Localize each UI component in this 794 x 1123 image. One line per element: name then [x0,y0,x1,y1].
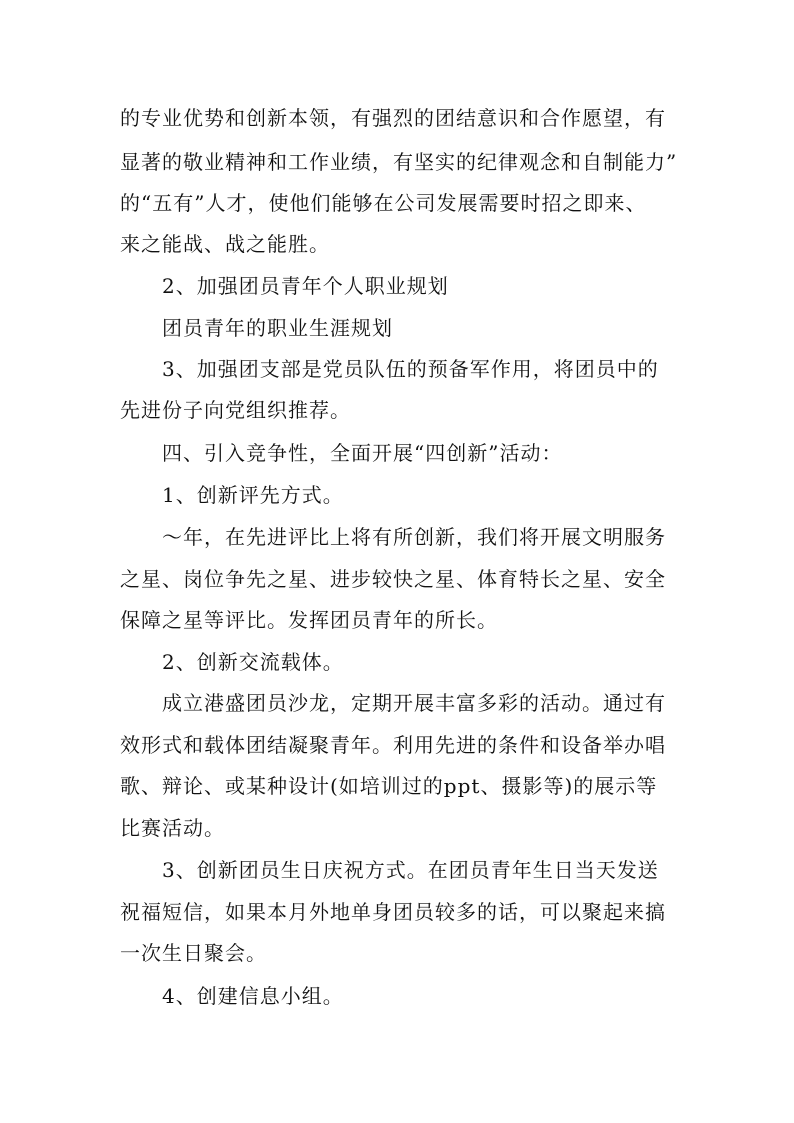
body-text-line: 一次生日聚会。 [120,941,267,965]
body-text-line: 比赛活动。 [120,816,225,840]
numbered-heading: 2、创新交流载体。 [162,650,344,674]
body-text-line: 之星、岗位争先之星、进步较快之星、体育特长之星、安全 [120,567,666,591]
body-text-line: 保障之星等评比。发挥团员青年的所长。 [120,608,498,632]
body-text-line: 祝福短信，如果本月外地单身团员较多的话，可以聚起来搞 [120,900,666,924]
body-text-line: 的专业优势和创新本领，有强烈的团结意识和合作愿望，有 [120,106,666,130]
section-heading: 四、引入竞争性，全面开展“四创新”活动： [162,441,563,465]
body-text-line: 来之能战、战之能胜。 [120,232,330,256]
body-text-line: 团员青年的职业生涯规划 [162,316,393,340]
body-text-line: 歌、辩论、或某种设计(如培训过的ppt、摄影等)的展示等 [120,774,658,798]
numbered-heading: 1、创新评先方式。 [162,483,344,507]
numbered-heading: 2、加强团员青年个人职业规划 [162,274,449,298]
body-text-line: 的“五有”人才，使他们能够在公司发展需要时招之即来、 [120,191,647,215]
numbered-heading: 4、创建信息小组。 [162,984,344,1008]
paragraph-start: 成立港盛团员沙龙，定期开展丰富多彩的活动。通过有 [162,691,666,715]
numbered-paragraph-start: 3、创新团员生日庆祝方式。在团员青年生日当天发送 [162,858,659,882]
numbered-paragraph-start: 3、加强团支部是党员队伍的预备军作用，将团员中的 [162,357,659,381]
body-text-line: 效形式和载体团结凝聚青年。利用先进的条件和设备举办唱 [120,733,666,757]
body-text-line: 先进份子向党组织推荐。 [120,398,351,422]
paragraph-start: ～年，在先进评比上将有所创新，我们将开展文明服务 [162,525,666,549]
body-text-line: 显著的敬业精神和工作业绩，有坚实的纪律观念和自制能力” [120,150,678,174]
